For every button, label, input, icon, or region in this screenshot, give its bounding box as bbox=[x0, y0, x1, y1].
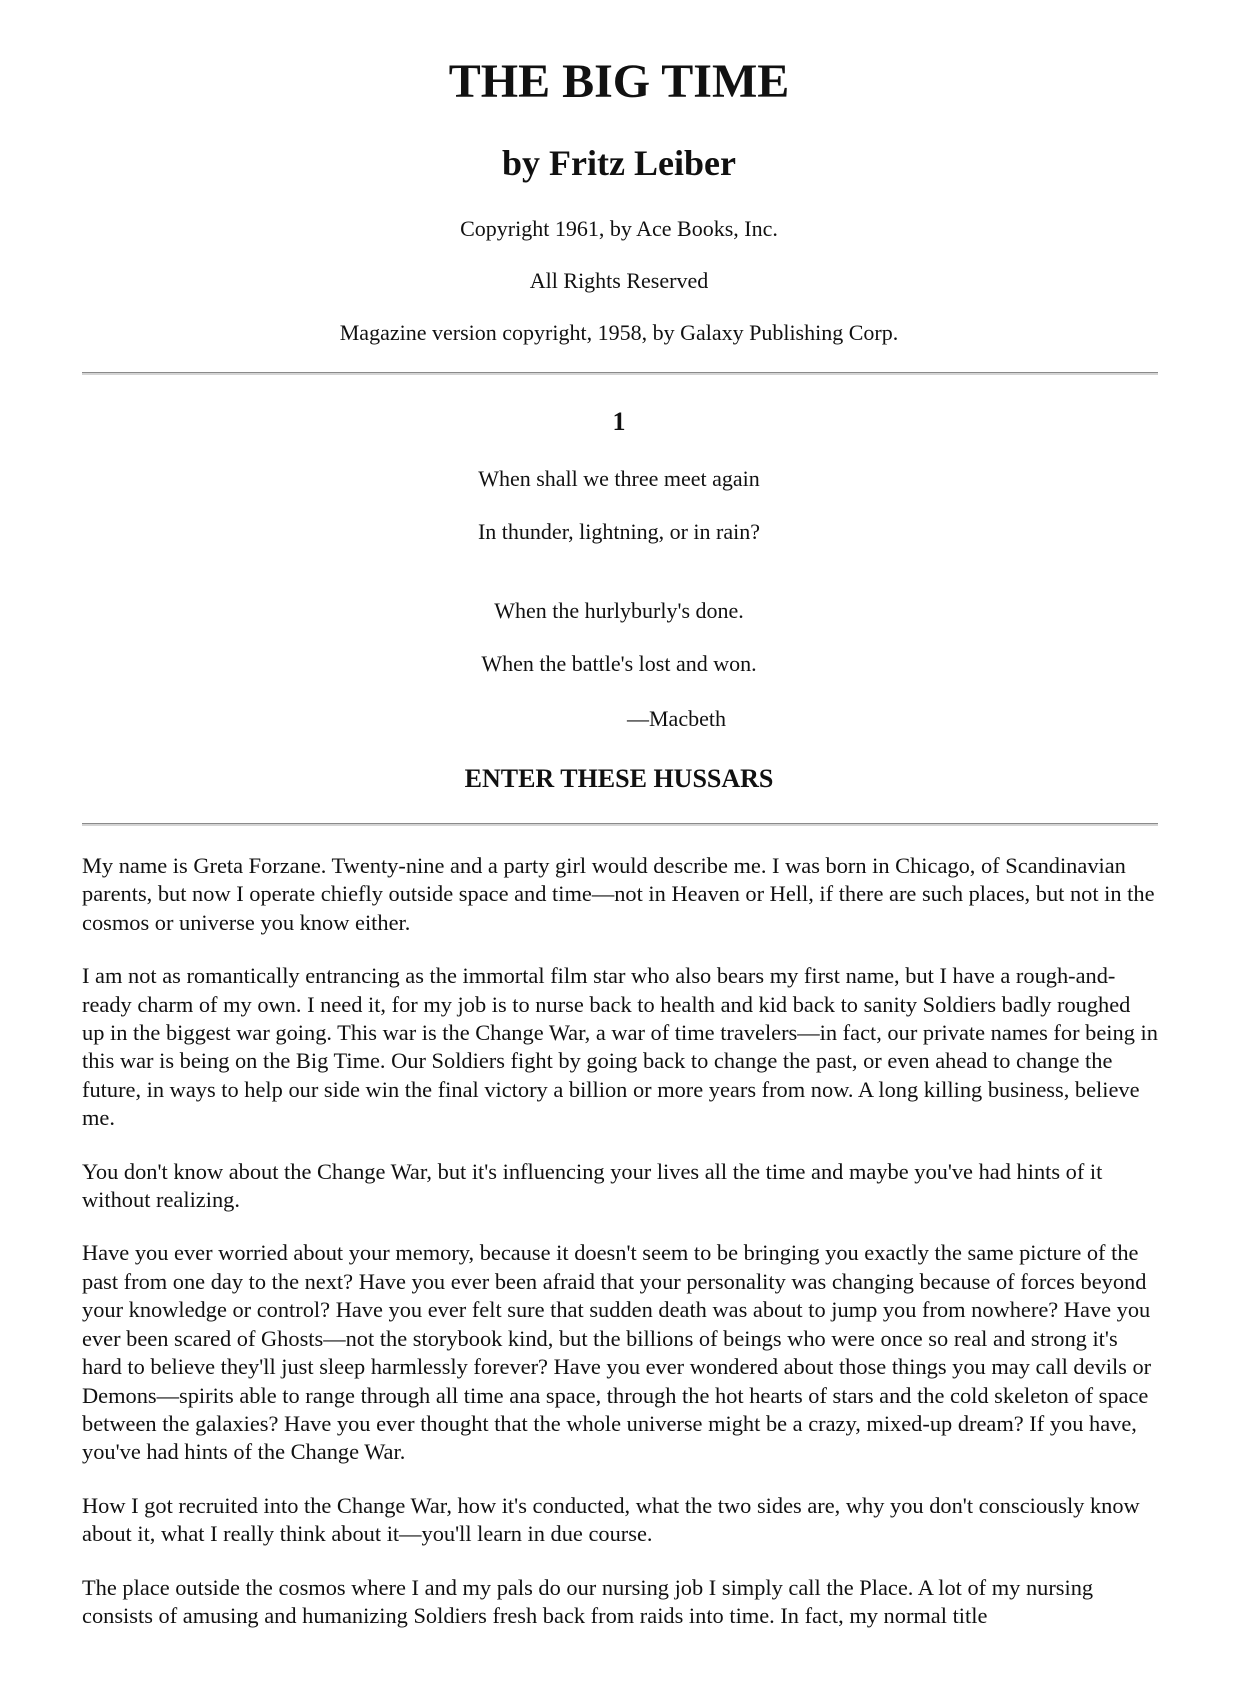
horizontal-rule bbox=[82, 823, 1158, 826]
epigraph-line: When the hurlyburly's done. bbox=[494, 598, 744, 623]
horizontal-rule bbox=[82, 372, 1158, 375]
epigraph-line: When the battle's lost and won. bbox=[481, 651, 757, 676]
book-title: THE BIG TIME bbox=[448, 55, 790, 108]
paragraph: Have you ever worried about your memory, because it doesn't seem to be bringing you exactly the same picture of the past from one day to the next? Have you ever been afraid that your personality was changing because of forces beyond your knowledge or control? Have you ever felt sure that sudden death was about to jump you from nowhere? Have you ever been scared of Ghosts—not the storybook kind, but the billions of beings who were once so real and strong it's hard to believe they'll just sleep harmlessly forever? Have you ever wondered about those things you may call devils or Demons—spirits able to range through all time ana space, through the hot hearts of stars and the cold skeleton of space between the galaxies? Have you ever thought that the whole universe might be a crazy, mixed-up dream? If you have, you've had hints of the Change War. bbox=[82, 1240, 1152, 1465]
book-author: by Fritz Leiber bbox=[502, 143, 736, 183]
paragraph: You don't know about the Change War, but it's influencing your lives all the time and maybe you've had hints of it without realizing. bbox=[82, 1158, 1103, 1213]
body-text bbox=[82, 852, 1158, 1655]
paragraph: I am not as romantically entrancing as the immortal film star who also bears my first name, but I have a rough-and-ready charm of my own. I need it, for my job is to nurse back to health and kid back to sanity Soldiers badly roughed up in the biggest war going. This war is the Change War, a war of time travelers—in fact, our private names for being in this war is being on the Big Time. Our Soldiers fight by going back to change the past, or even ahead to change the future, in ways to help our side win the final victory a billion or more years from now. A long killing business, believe me. bbox=[82, 963, 1158, 1131]
chapter-number: 1 bbox=[612, 407, 626, 436]
paragraph: How I got recruited into the Change War, how it's conducted, what the two sides are, why you don't consciously know about it, what I really think about it—you'll learn in due course. bbox=[82, 1492, 1140, 1547]
paragraph: The place outside the cosmos where I and my pals do our nursing job I simply call the Place. A lot of my nursing consists of amusing and humanizing Soldiers fresh back from raids into time. In fact, my normal title bbox=[82, 1574, 1094, 1628]
epigraph-line: In thunder, lightning, or in rain? bbox=[477, 519, 760, 544]
epigraph-line: When shall we three meet again bbox=[478, 466, 760, 491]
copyright-line: Copyright 1961, by Ace Books, Inc. bbox=[460, 216, 778, 241]
paragraph: My name is Greta Forzane. Twenty-nine and a party girl would describe me. I was born in Chicago, of Scandinavian parents, but now I operate chiefly outside space and time—not in Heaven or Hell, if there are such places, but not in the cosmos or universe you know either. bbox=[82, 853, 1155, 935]
magazine-copyright-line: Magazine version copyright, 1958, by Galaxy Publishing Corp. bbox=[339, 320, 899, 345]
epigraph-attribution: —Macbeth bbox=[627, 706, 726, 731]
chapter-title: ENTER THESE HUSSARS bbox=[464, 764, 774, 793]
rights-line: All Rights Reserved bbox=[529, 268, 709, 293]
